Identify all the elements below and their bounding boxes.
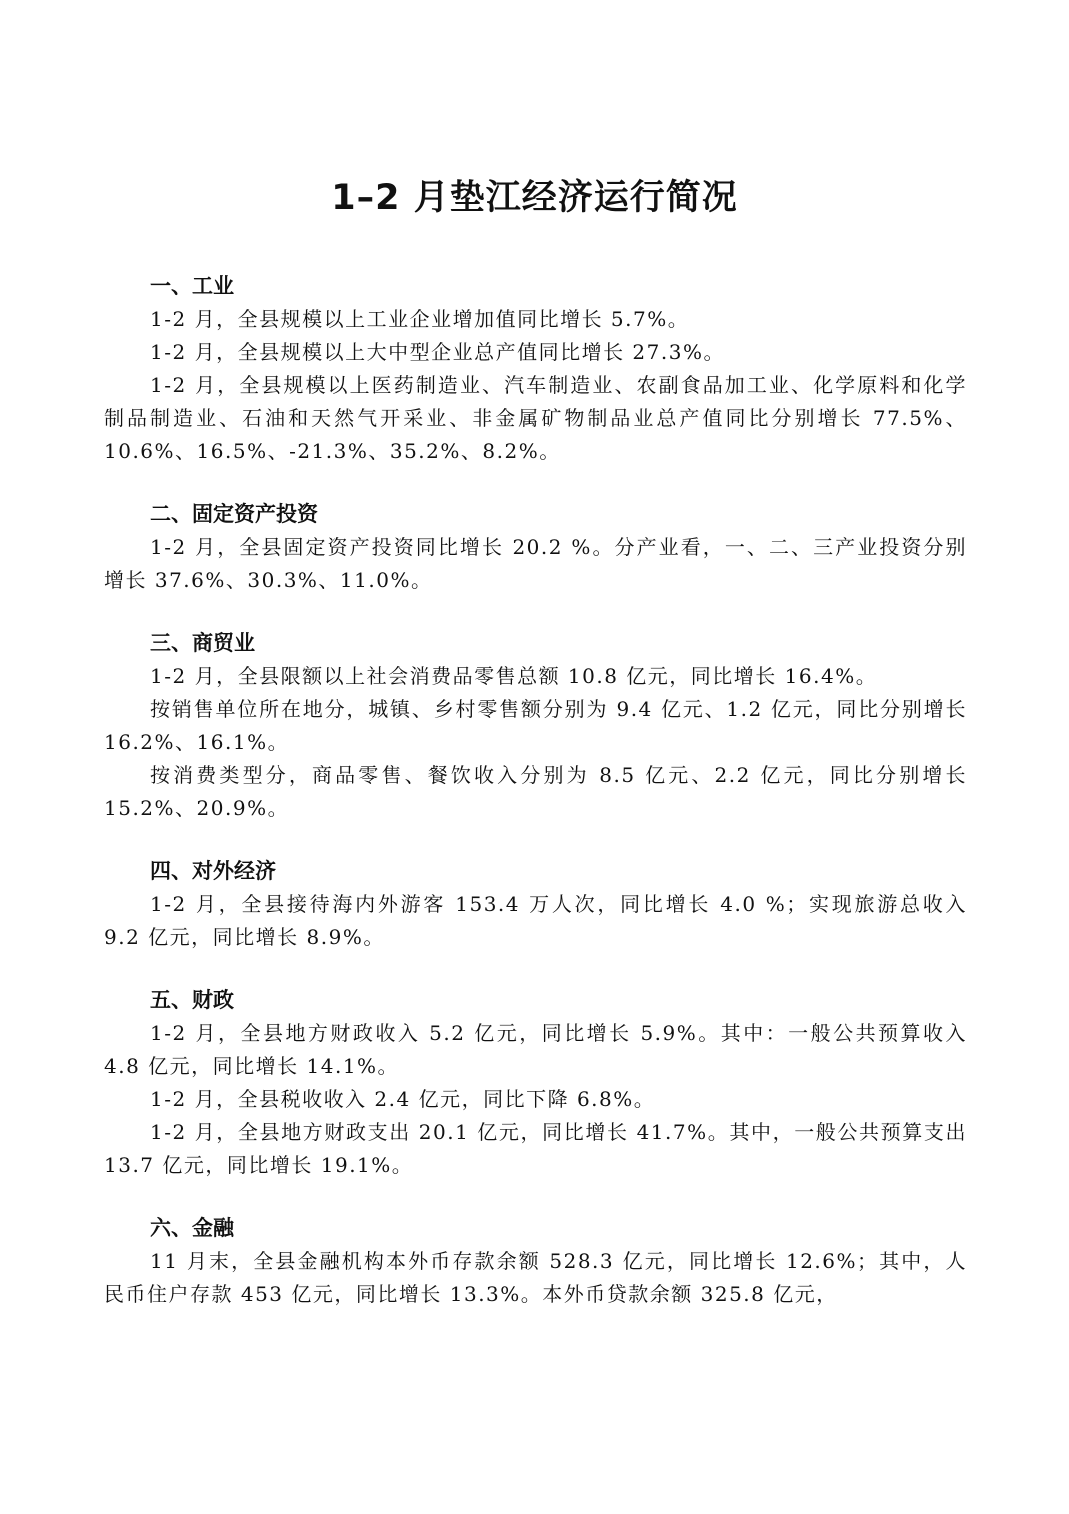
paragraph: 1-2 月，全县规模以上医药制造业、汽车制造业、农副食品加工业、化学原料和化学制品制造业、石油和天然气开采业、非金属矿物制品业总产值同比分别增长 77.5%、10.6%、16.5%、-21.3%、35.2%、8.2%。 xyxy=(104,373,967,463)
section-commerce xyxy=(104,627,967,825)
paragraph: 1-2 月，全县税收收入 2.4 亿元，同比下降 6.8%。 xyxy=(150,1087,656,1111)
paragraph: 1-2 月，全县规模以上大中型企业总产值同比增长 27.3%。 xyxy=(150,340,725,364)
section-heading: 五、财政 xyxy=(150,988,234,1012)
paragraph: 11 月末，全县金融机构本外币存款余额 528.3 亿元，同比增长 12.6%；其中，人民币住户存款 453 亿元，同比增长 13.3%。本外币贷款余额 325.8 亿元， xyxy=(104,1249,967,1306)
section-external-economy xyxy=(104,855,967,954)
section-heading: 二、固定资产投资 xyxy=(150,502,318,526)
paragraph: 按消费类型分，商品零售、餐饮收入分别为 8.5 亿元、2.2 亿元，同比分别增长 15.2%、20.9%。 xyxy=(104,763,967,820)
section-banking xyxy=(104,1212,967,1311)
paragraph: 1-2 月，全县地方财政收入 5.2 亿元，同比增长 5.9%。其中：一般公共预算收入 4.8 亿元，同比增长 14.1%。 xyxy=(104,1021,967,1078)
section-heading: 四、对外经济 xyxy=(150,859,276,883)
paragraph: 1-2 月，全县接待海内外游客 153.4 万人次，同比增长 4.0 %；实现旅游总收入 9.2 亿元，同比增长 8.9%。 xyxy=(104,892,967,949)
paragraph: 1-2 月，全县地方财政支出 20.1 亿元，同比增长 41.7%。其中，一般公共预算支出 13.7 亿元，同比增长 19.1%。 xyxy=(104,1120,967,1177)
section-heading: 一、工业 xyxy=(150,274,234,298)
document-title: 1–2 月垫江经济运行简况 xyxy=(331,178,738,218)
paragraph: 1-2 月，全县固定资产投资同比增长 20.2 %。分产业看，一、二、三产业投资分别增长 37.6%、30.3%、11.0%。 xyxy=(104,535,967,592)
section-industry xyxy=(104,270,967,468)
section-heading: 六、金融 xyxy=(150,1216,234,1240)
section-fixed-asset-investment xyxy=(104,498,967,597)
paragraph: 按销售单位所在地分，城镇、乡村零售额分别为 9.4 亿元、1.2 亿元，同比分别增长 16.2%、16.1%。 xyxy=(104,697,967,754)
section-heading: 三、商贸业 xyxy=(150,631,255,655)
section-finance-fiscal xyxy=(104,984,967,1182)
document-body xyxy=(104,270,967,1341)
paragraph: 1-2 月，全县限额以上社会消费品零售总额 10.8 亿元，同比增长 16.4%。 xyxy=(150,664,878,688)
paragraph: 1-2 月，全县规模以上工业企业增加值同比增长 5.7%。 xyxy=(150,307,690,331)
